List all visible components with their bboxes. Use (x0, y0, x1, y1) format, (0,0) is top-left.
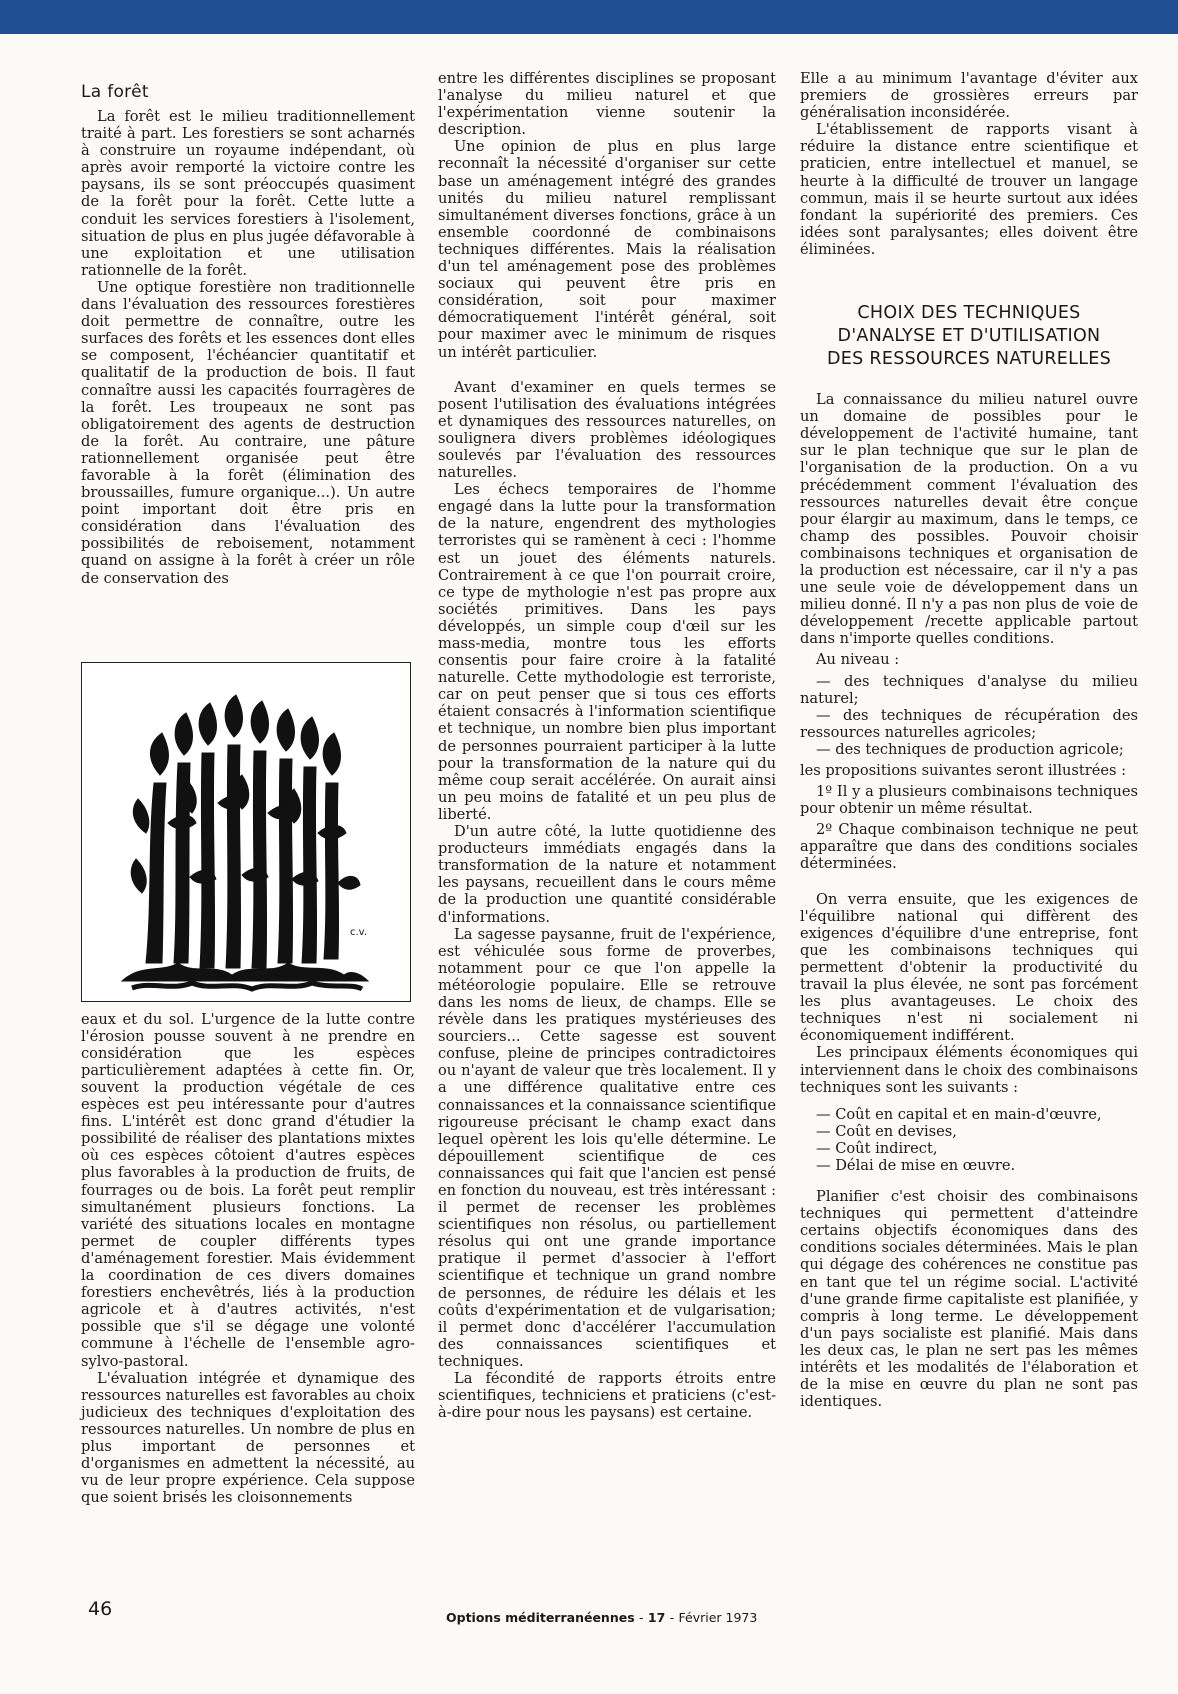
list-item: — Coût en capital et en main-d'œuvre, (816, 1105, 1102, 1123)
illustration-signature: c.v. (350, 927, 367, 938)
column-3 (800, 70, 1138, 1410)
paragraph: L'évaluation intégrée et dynamique des ressources naturelles est favorables au choix judicieux des techniques d'exploitation des ressources naturelles. Un nombre de plus en plus important de personnes et d'organismes en admettent la nécessité, au vu de leur propre expérience. Cela suppose que soient brisés les cloisonnements (81, 1369, 415, 1507)
spacer (438, 361, 776, 379)
section-title (800, 302, 1138, 371)
spacer (800, 258, 1138, 302)
paragraph: La connaissance du milieu naturel ouvre un domaine de possibles pour le développement de l'activité humaine, tant sur le plan technique que sur le plan de l'organisation de la production. On a vu précédemment comment l'évaluation des ressources naturelles devait être conçue pour élargir au maximum, dans le temps, ce champ des possibles. Pouvoir choisir combinaisons techniques et organisation de la production est nécessaire, car il n'y a pas une seule voie de développement dans un milieu donné. Il n'y a pas non plus de voie de développement /recette applicable partout dans n'importe quelles conditions. (800, 391, 1138, 648)
paragraph: L'établissement de rapports visant à réduire la distance entre scientifique et praticien, entre intellectuel et manuel, se heurte à la difficulté de trouver un langage commun, mais il se heurte surtout aux idées fondant la supériorité des premiers. Ces idées sont paralysantes; elles doivent être éliminées. (800, 121, 1138, 258)
paragraph: La sagesse paysanne, fruit de l'expérience, est véhiculée sous forme de proverbes, notamment pour ce que l'on appelle la météorologie populaire. Elle se retrouve dans les noms de lieux, de champs. Elle se révèle dans les pratiques mystérieuses des sourciers... Cette sagesse est souvent confuse, pleine de principes contradictoires ou n'ayant de valeur que très localement. Il y a une différence qualitative entre ces connaissances et la connaissance scientifique rigoureuse précisant le champ exact dans lequel opèrent les lois qu'elle détermine. Le dépouillement scientifique de ces connaissances qui fait que l'ancien est pensé en fonction du nouveau, est très intéressant : il permet de recenser les problèmes scientifiques non résolus, ou partiellement résolus qui ont une grande importance pratique il permet d'associer à l'effort scientifique et technique un grand nombre de personnes, de réduire les délais et les coûts d'expérimentation et de vulgarisation; il permet donc d'accélérer l'accumulation des connaissances scientifiques et techniques. (438, 925, 776, 1370)
separator: - (669, 1610, 675, 1625)
paragraph: La forêt est le milieu traditionnellement traité à part. Les forestiers se sont acharnés à construire un royaume indépendant, où après avoir remporté la victoire contre les paysans, ils se sont préoccupés quasiment de la forêt pour la forêt. Cette lutte a conduit les services forestiers à l'isolement, situation de plus en plus jugée défavorable à une exploitation et une utilisation rationnelle de la forêt. (81, 108, 415, 279)
paragraph: Une optique forestière non traditionnelle dans l'évaluation des ressources forestières doit permettre de connaître, outre les surfaces des forêts et les essences dont elles se composent, l'échéancier quantitatif et qualitatif de la production de bois. Il faut connaître aussi les capacités fourragères de la forêt. Les troupeaux ne sont pas obligatoirement des agents de destruction de la forêt. Au contraire, une pâture rationnellement organisée peut être favorable à la forêt (élimination des broussailles, fumure organique...). Un autre point important doit être pris en considération dans l'évaluation des possibilités de reboisement, notamment quand on assigne à la forêt à créer un rôle de conservation des (81, 278, 415, 587)
paragraph: La fécondité de rapports étroits entre scientifiques, techniciens et praticiens (c'est-à-dire pour nous les paysans) est certaine. (438, 1370, 776, 1422)
separator: - (639, 1610, 644, 1625)
list-item: — Coût en devises, (816, 1122, 957, 1140)
technique-list (800, 673, 1138, 758)
paragraph: 2º Chaque combinaison technique ne peut apparaître que dans des conditions sociales déterminées. (800, 821, 1138, 873)
journal-title: Options méditerranéennes (446, 1610, 635, 1625)
paragraph: Avant d'examiner en quels termes se posent l'utilisation des évaluations intégrées et dynamiques des ressources naturelles, on soulignera divers problèmes idéologiques soulevés par l'évaluation des ressources naturelles. (438, 378, 776, 482)
section-heading-foret: La forêt (81, 82, 149, 102)
issue-number: 17 (647, 1610, 666, 1625)
paragraph: entre les différentes disciplines se proposant l'analyse du milieu naturel et que l'expérimentation vienne soutenir la description. (438, 70, 776, 139)
spacer (800, 371, 1138, 391)
paragraph: les propositions suivantes seront illustrées : (800, 762, 1127, 779)
top-color-band (0, 0, 1178, 34)
paragraph: eaux et du sol. L'urgence de la lutte contre l'érosion pousse souvent à ne prendre en considération que les espèces particulièrement adaptées à cette fin. Or, souvent la production végétale de ces espèces est peu intéressante pour d'autres fins. L'intérêt est donc grand d'étudier la possibilité de réaliser des plantations mixtes où ces espèces côtoient d'autres espèces plus favorables à la production de fruits, de fourrages ou de bois. La forêt peut remplir simultanément plusieurs fonctions. La variété des situations locales en montagne permet de coupler différents types d'aménagement forestier. Mais évidemment la coordination de ces divers domaines forestiers enchevêtrés, liés à la production agricole et à d'autres activités, n'est possible que s'il se dégage une volonté commune à l'échelle de l'ensemble agro-sylvo-pastoral. (81, 1010, 415, 1370)
paragraph: Planifier c'est choisir des combinaisons techniques qui permettent d'atteindre certains objectifs économiques dans des conditions sociales déterminées. Mais le plan qui dégage des cohérences ne constitue pas en tant que tel un régime social. L'activité d'une grande firme capitaliste est planifiée, y compris à long terme. Le développement d'un pays socialiste est planifié. Mais dans les deux cas, le plan ne sert pas les mêmes intérêts et les modalités de l'élaboration et de la mise en œuvre du plan ne sont pas identiques. (800, 1188, 1138, 1411)
list-item: — des techniques de production agricole; (816, 740, 1124, 758)
section-title-line: CHOIX DES TECHNIQUES (857, 303, 1081, 324)
issue-date: Février 1973 (678, 1610, 758, 1625)
journal-footer (446, 1610, 757, 1625)
paragraph: Au niveau : (816, 651, 900, 669)
page-number: 46 (88, 1598, 113, 1620)
list-item: — des techniques de récupération des ressources naturelles agricoles; (800, 706, 1138, 741)
cost-list (816, 1106, 1138, 1174)
section-title-line: DES RESSOURCES NATURELLES (826, 349, 1112, 370)
paragraph: Les échecs temporaires de l'homme engagé dans la lutte pour la transformation de la nature, engendrent des mythologies terroristes qui se ramènent à ceci : l'homme est un jouet des éléments naturels. Contrairement à ce que l'on pourrait croire, ce type de mythologie n'est pas propre aux sociétés primitives. Dans les pays développés, un simple coup d'œil sur les mass-media, montre tous les efforts consentis pour faire croire à la fatalité naturelle. Cette mythodologie est terroriste, car on peut penser que si tous ces efforts étaient consacrés à l'information scientifique et technique, un nombre bien plus important de personnes pourraient participer à la lutte pour la transformation de la nature qui du même coup serait accélérée. On aurait ainsi un peu moins de fatalité et un peu plus de liberté. (438, 481, 776, 823)
spacer (800, 873, 1138, 891)
forest-illustration (81, 662, 411, 1002)
forest-drawing (82, 663, 409, 1000)
paragraph: Les principaux éléments économiques qui interviennent dans le choix des combinaisons techniques sont les suivants : (800, 1044, 1138, 1096)
paragraph: D'un autre côté, la lutte quotidienne des producteurs immédiats engagés dans la transformation de la nature et notamment les paysans, recueillent dans le cours même de la production une quantité considérable d'informations. (438, 823, 776, 926)
paragraph: On verra ensuite, que les exigences de l'équilibre national qui diffèrent des exigences d'équilibre d'une entreprise, font que les combinaisons techniques qui permettent d'obtenir la productivité du travail la plus élevée, ne sont pas forcément les plus avantageuses. Le choix des techniques n'est ni socialement ni économiquement indifférent. (800, 890, 1138, 1045)
paragraph: 1º Il y a plusieurs combinaisons techniques pour obtenir un même résultat. (800, 783, 1138, 818)
paragraph: Une opinion de plus en plus large reconnaît la nécessité d'organiser sur cette base un aménagement intégré des grandes unités du milieu naturel remplissant simultanément diverses fonctions, grâce à un ensemble coordonné de combinaisons techniques différentes. Mais la réalisation d'un tel aménagement pose des problèmes sociaux qui peuvent être pris en considération, soit pour maximer démocratiquement l'intérêt général, soit pour maximer avec le minimum de risques un intérêt particulier. (438, 138, 776, 361)
section-title-line: D'ANALYSE ET D'UTILISATION (837, 326, 1101, 347)
list-item: — Coût indirect, (816, 1139, 938, 1157)
list-item: — Délai de mise en œuvre. (816, 1156, 1016, 1174)
column-2 (438, 70, 776, 1421)
paragraph: Elle a au minimum l'avantage d'éviter aux premiers de grossières erreurs par généralisation inconsidérée. (800, 70, 1138, 122)
list-item: — des techniques d'analyse du milieu naturel; (800, 672, 1138, 707)
